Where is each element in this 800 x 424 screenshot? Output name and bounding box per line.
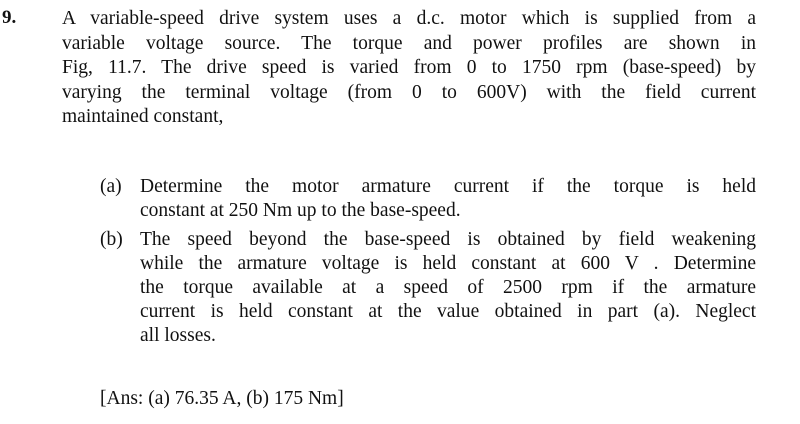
question-part-a	[100, 175, 756, 223]
intro-line: variable voltage source. The torque and power profiles are shown in	[62, 32, 756, 54]
part-text	[140, 175, 756, 223]
part-line: Determine the motor armature current if the torque is held	[140, 176, 756, 197]
question-number: 9.	[2, 7, 17, 28]
answer-text: [Ans: (a) 76.35 A, (b) 175 Nm]	[100, 388, 344, 409]
intro-line: A variable-speed drive system uses a d.c. motor which is supplied from a	[62, 8, 756, 29]
part-line: while the armature voltage is held constant at 600 V . Determine	[140, 253, 756, 274]
question-part-b	[100, 228, 756, 348]
intro-line: Fig, 11.7. The drive speed is varied from 0 to 1750 rpm (base-speed) by	[62, 57, 756, 78]
part-label: (a)	[100, 176, 122, 197]
part-line: constant at 250 Nm up to the base-speed.	[140, 200, 461, 221]
part-line: the torque available at a speed of 2500 rpm if the armature	[140, 277, 756, 298]
part-label: (b)	[100, 229, 123, 250]
part-line: all losses.	[140, 325, 216, 346]
part-text	[140, 228, 756, 348]
question-intro	[62, 7, 756, 130]
part-line: The speed beyond the base-speed is obtained by field weakening	[140, 229, 756, 250]
intro-line: maintained constant,	[62, 106, 224, 127]
intro-line: varying the terminal voltage (from 0 to 600V) with the field current	[62, 81, 756, 103]
part-line: current is held constant at the value obtained in part (a). Neglect	[140, 301, 756, 322]
